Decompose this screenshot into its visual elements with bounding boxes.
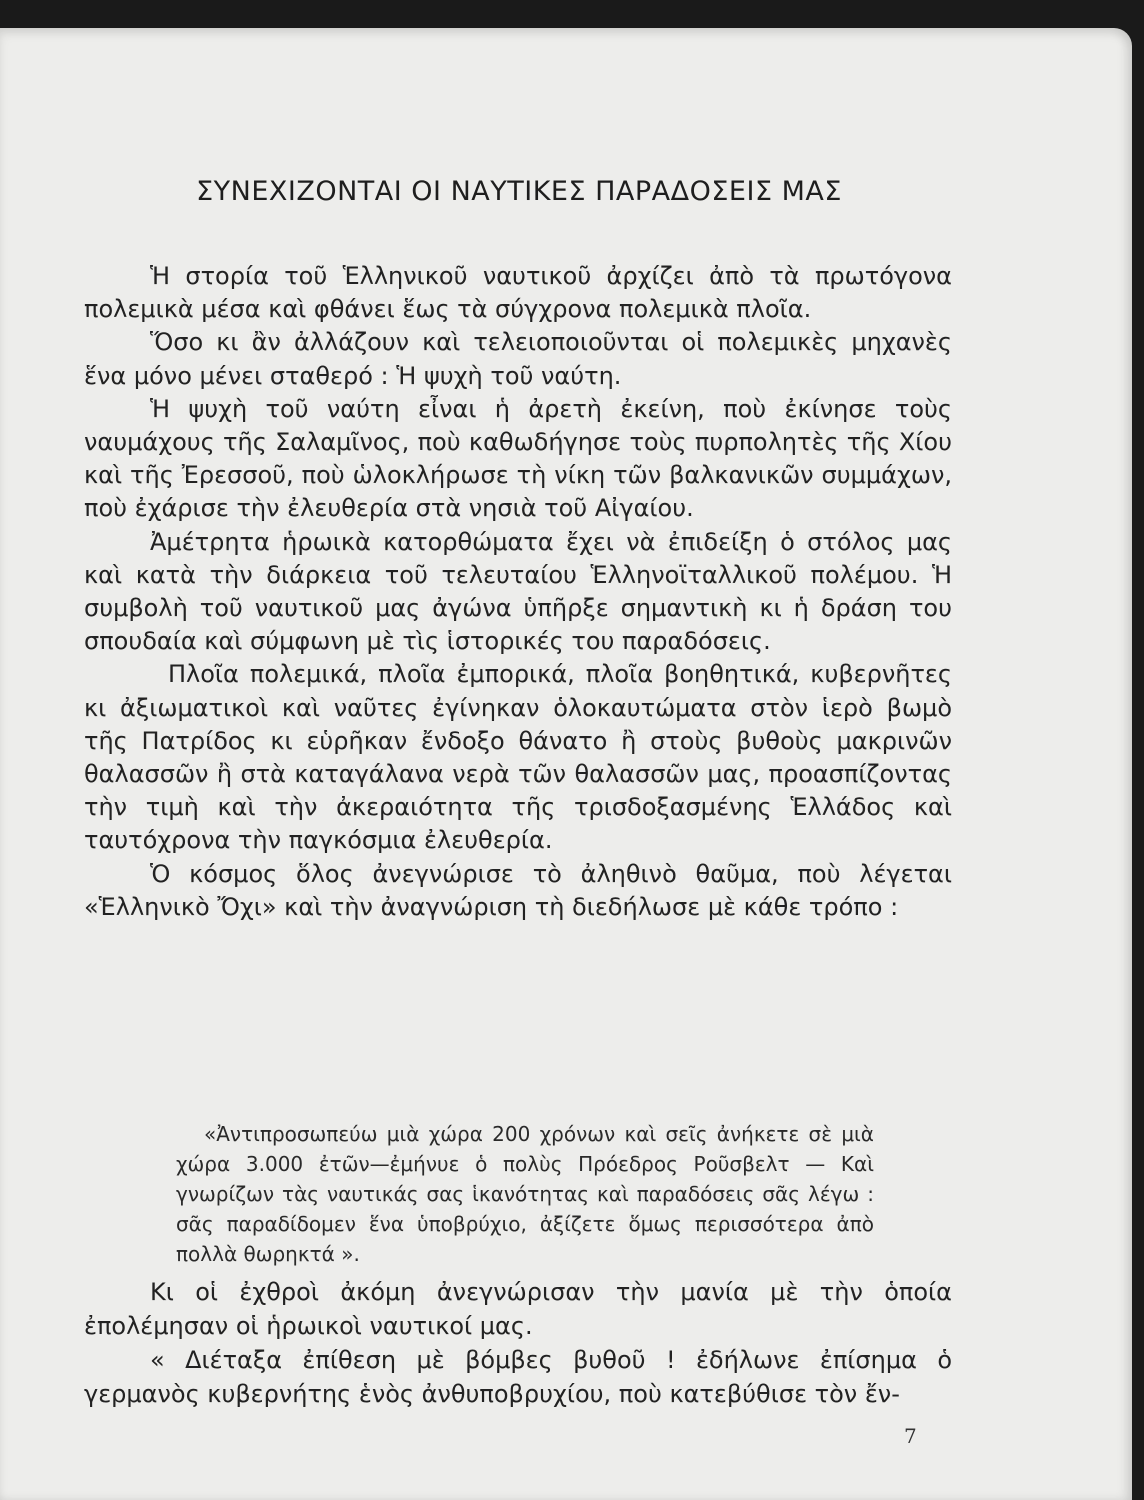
- paragraph-sacrifices: Πλοῖα πολεμικά, πλοῖα ἐμπορικά, πλοῖα βοηθητικά, κυβερνῆτες κι ἀξιωματικοὶ καὶ ναῦτες ἐγίνηκαν ὁλοκαυτώματα στὸν ἱερὸ βωμὸ τῆς Πατρίδος κι εὑρῆκαν ἔνδοξο θάνατο ἢ στοὺς βυθοὺς μακρινῶν θαλασσῶν ἢ στὰ καταγάλανα νερὰ τῶν θαλασσῶν μας, προασπίζοντας τὴν τιμὴ καὶ τὴν ἀκεραιότητα τῆς τρισδοξασμένης Ἑλλάδος καὶ ταυτόχρονα τὴν παγκόσμια ἐλευθερία.: [84, 660, 952, 855]
- body-text: [84, 260, 952, 924]
- roosevelt-quote: [176, 1119, 874, 1269]
- paragraph-german-commander: « Διέταξα ἐπίθεση μὲ βόμβες βυθοῦ ! ἐδήλωνε ἐπίσημα ὁ γερμανὸς κυβερνήτης ἑνὸς ἀνθυποβρυχίου, ποὺ κατεβύθισε τὸν ἔν-: [84, 1346, 952, 1408]
- paragraph-achievements: Ἀμέτρητα ἡρωικὰ κατορθώματα ἔχει νὰ ἐπιδείξη ὁ στόλος μας καὶ κατὰ τὴν διάρκεια τοῦ τελευταίου Ἑλληνοϊταλλικοῦ πολέμου. Ἡ συμβολὴ τοῦ ναυτικοῦ μας ἀγώνα ὑπῆρξε σημαντικὴ κι ἡ δράση του σπουδαία καὶ σύμφωνη μὲ τὶς ἱστορικές του παραδόσεις.: [84, 527, 952, 656]
- closing-text: [84, 1275, 952, 1411]
- page-title: ΣΥΝΕΧΙΖΟΝΤΑΙ ΟΙ ΝΑΥΤΙΚΕΣ ΠΑΡΑΔΟΣΕΙΣ ΜΑΣ: [196, 176, 842, 207]
- paragraph-enemies: Κι οἱ ἐχθροὶ ἀκόμη ἀνεγνώρισαν τὴν μανία μὲ τὴν ὁποία ἐπολέμησαν οἱ ἡρωικοὶ ναυτικοί μας.: [84, 1278, 952, 1340]
- quote-text: «Ἀντιπροσωπεύω μιὰ χώρα 200 χρόνων καὶ σεῖς ἀνήκετε σὲ μιὰ χώρα 3.000 ἐτῶν—ἐμήνυε ὁ πολὺς Πρόεδρος Ροῦσβελτ — Καὶ γνωρίζων τὰς ναυτικάς σας ἱκανότητας καὶ παραδόσεις σᾶς λέγω : σᾶς παραδίδομεν ἕνα ὑποβρύχιο, ἀξίζετε ὅμως περισσότερα ἀπὸ πολλὰ θωρηκτά ».: [176, 1122, 874, 1266]
- page-number: 7: [904, 1424, 917, 1448]
- paragraph-machines: Ὅσο κι ἂν ἀλλάζουν καὶ τελειοποιοῦνται οἱ πολεμικὲς μηχανὲς ἕνα μόνο μένει σταθερό : Ἡ ψυχὴ τοῦ ναύτη.: [84, 328, 952, 390]
- book-page: [0, 28, 1132, 1500]
- paragraph-world-recognition: Ὁ κόσμος ὅλος ἀνεγνώρισε τὸ ἀληθινὸ θαῦμα, ποὺ λέγεται «Ἑλληνικὸ Ὄχι» καὶ τὴν ἀναγνώριση τὴ διεδήλωσε μὲ κάθε τρόπο :: [84, 859, 952, 921]
- paragraph-sailor-soul: Ἡ ψυχὴ τοῦ ναύτη εἶναι ἡ ἀρετὴ ἐκείνη, ποὺ ἐκίνησε τοὺς ναυμάχους τῆς Σαλαμῖνος, ποὺ καθωδήγησε τοὺς πυρπολητὲς τῆς Χίου καὶ τῆς Ἐρεσσοῦ, ποὺ ὡλοκλήρωσε τὴ νίκη τῶν βαλκανικῶν συμμάχων, ποὺ ἐχάρισε τὴν ἐλευθερία στὰ νησιὰ τοῦ Αἰγαίου.: [84, 394, 952, 523]
- paragraph-history: Ἡ στορία τοῦ Ἑλληνικοῦ ναυτικοῦ ἀρχίζει ἀπὸ τὰ πρωτόγονα πολεμικὰ μέσα καὶ φθάνει ἕως τὰ σύγχρονα πολεμικὰ πλοῖα.: [84, 262, 952, 324]
